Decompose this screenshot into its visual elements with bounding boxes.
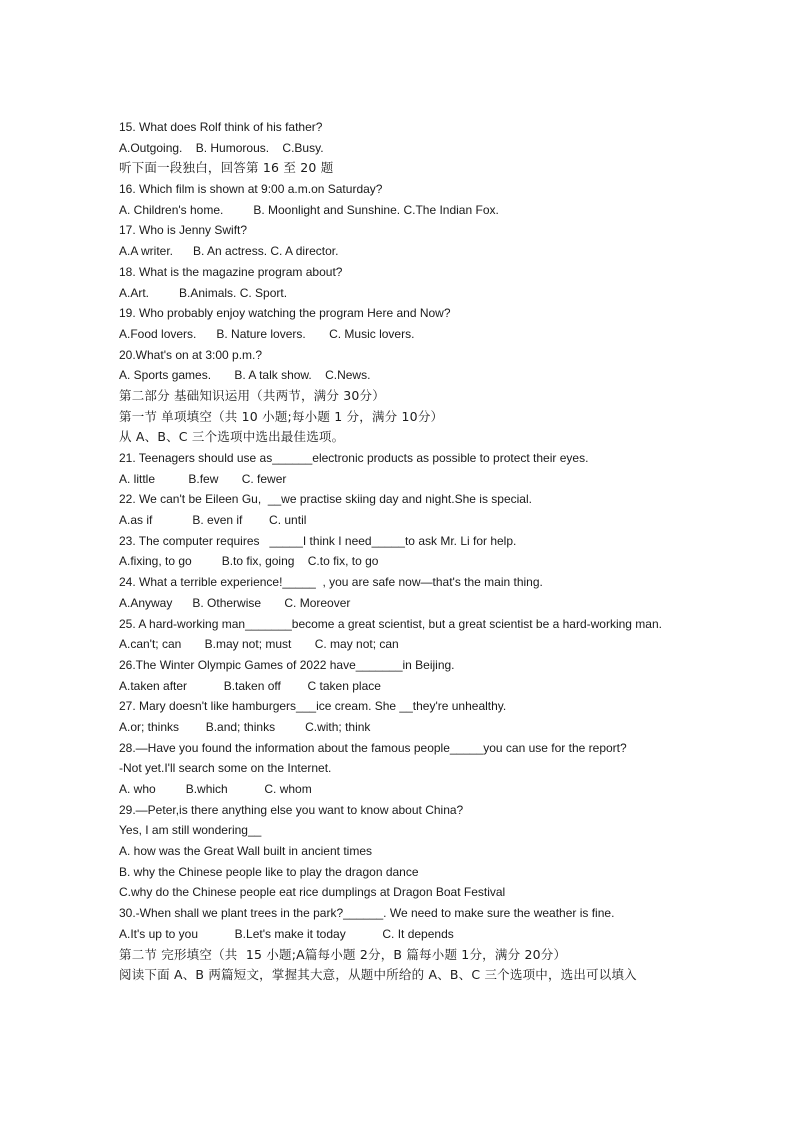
text-line: 18. What is the magazine program about? [119, 264, 343, 279]
text-line: Yes, I am still wondering__ [119, 823, 262, 838]
text-line: 21. Teenagers should use as______electronic products as possible to protect their eyes. [119, 451, 589, 465]
text-line: A. how was the Great Wall built in ancient times [119, 844, 372, 859]
text-line: 25. A hard-working man_______become a great scientist, but a great scientist be a hard-working man. [119, 616, 662, 631]
text-line: A.can't; can B.may not; must C. may not; can [119, 637, 399, 652]
text-line: A.Food lovers. B. Nature lovers. C. Music lovers. [119, 326, 415, 341]
text-line: A.or; thinks B.and; thinks C.with; think [119, 719, 371, 734]
text-line: 19. Who probably enjoy watching the program Here and Now? [119, 306, 451, 321]
text-line: A.Outgoing. B. Humorous. C.Busy. [119, 140, 324, 155]
section-heading-line: 第二部分 基础知识运用（共两节，满分 30分） [119, 387, 385, 403]
section-heading-line: 从 A、B、C 三个选项中选出最佳选项。 [119, 429, 345, 445]
text-line: A.Art. B.Animals. C. Sport. [119, 285, 288, 300]
section-heading-line: 第二节 完形填空（共 15 小题;A篇每小题 2分，B 篇每小题 1分，满分 20分） [119, 946, 567, 962]
text-line: A. Children's home. B. Moonlight and Sunshine. C.The Indian Fox. [119, 202, 499, 217]
text-line: A.Anyway B. Otherwise C. Moreover [119, 595, 351, 610]
text-line: A.It's up to you B.Let's make it today C. It depends [119, 926, 454, 941]
text-line: C.why do the Chinese people eat rice dumplings at Dragon Boat Festival [119, 885, 506, 900]
text-line: 24. What a terrible experience!_____ , you are safe now—that's the main thing. [119, 575, 543, 590]
text-line: A.taken after B.taken off C taken place [119, 678, 381, 693]
text-line: A. little B.few C. fewer [119, 471, 287, 486]
text-line: B. why the Chinese people like to play the dragon dance [119, 864, 419, 879]
section-heading-line: 第一节 单项填空（共 10 小题;每小题 1 分，满分 10分） [119, 408, 444, 424]
text-line: A.as if B. even if C. until [119, 513, 307, 528]
text-line: 26.The Winter Olympic Games of 2022 have_______in Beijing. [119, 657, 455, 672]
text-line: A. Sports games. B. A talk show. C.News. [119, 368, 371, 383]
section-heading-line: 听下面一段独白，回答第 16 至 20 题 [119, 160, 334, 176]
text-line: 20.What's on at 3:00 p.m.? [119, 347, 263, 362]
text-line: 16. Which film is shown at 9:00 a.m.on Saturday? [119, 182, 383, 197]
text-line: 28.—Have you found the information about the famous people_____you can use for the report? [119, 740, 627, 755]
text-line: A.A writer. B. An actress. C. A director. [119, 244, 339, 259]
text-line: 17. Who is Jenny Swift? [119, 223, 248, 238]
text-line: A.fixing, to go B.to fix, going C.to fix, to go [119, 554, 379, 569]
text-line: 30.-When shall we plant trees in the park?______. We need to make sure the weather is fine. [119, 906, 615, 921]
text-line: -Not yet.I'll search some on the Internet. [119, 761, 332, 776]
text-line: 23. The computer requires _____I think I need_____to ask Mr. Li for help. [119, 533, 517, 548]
text-line: 15. What does Rolf think of his father? [119, 120, 323, 134]
text-line: 27. Mary doesn't like hamburgers___ice cream. She __they're unhealthy. [119, 699, 507, 714]
text-line: A. who B.which C. whom [119, 782, 312, 797]
text-line: 29.—Peter,is there anything else you want to know about China? [119, 802, 464, 817]
document-page [119, 117, 679, 986]
text-line: 22. We can't be Eileen Gu, __we practise skiing day and night.She is special. [119, 492, 532, 507]
section-heading-line: 阅读下面 A、B 两篇短文，掌握其大意，从题中所给的 A、B、C 三个选项中，选出可以填入 [119, 967, 637, 983]
